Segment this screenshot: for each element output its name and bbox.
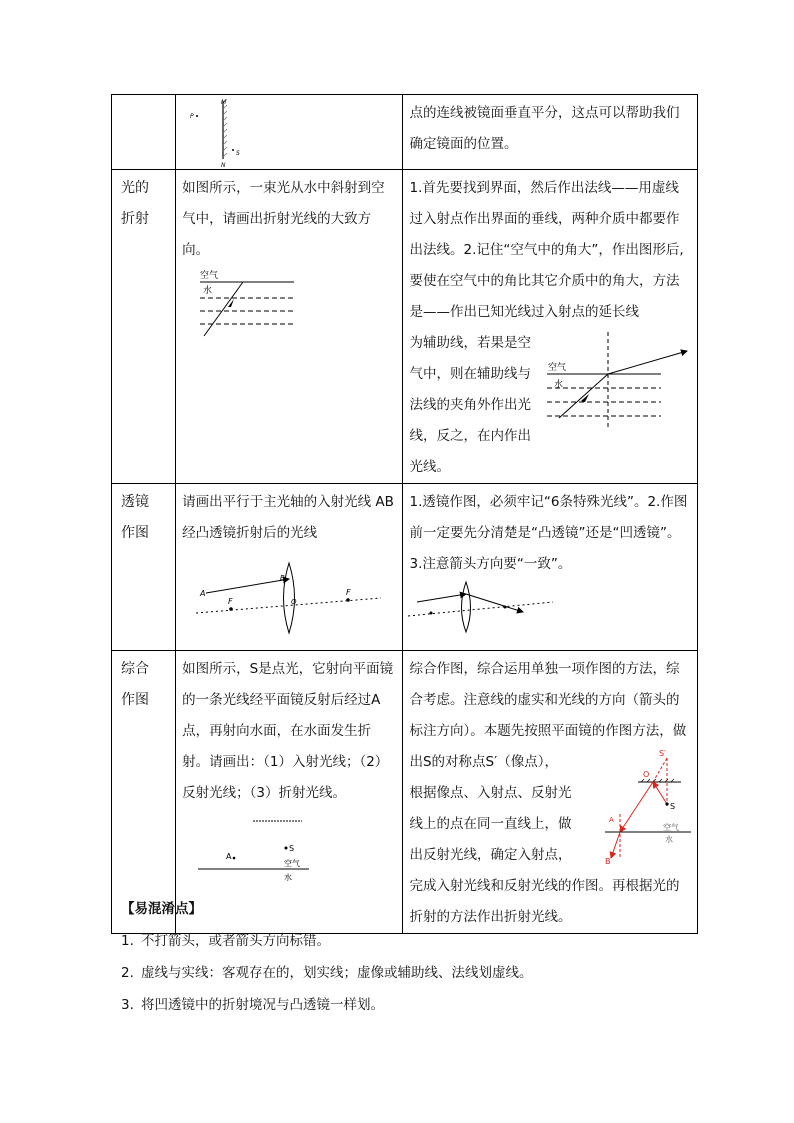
comprehensive-question-figure [176, 815, 403, 895]
label-water: 水 [203, 286, 213, 296]
label-o: O [291, 598, 297, 606]
label-b: B [605, 857, 611, 866]
label-s: S [289, 844, 295, 853]
label-p: P [190, 113, 194, 120]
answer-cell: 综合作图，综合运用单独一项作图的方法，综合考虑。注意线的虚实和光线的方向（箭头的标注方向）。本题先按照平面镜的作图方法，做出S的对称点S′（像点）， S′ O S A 空气 水 B 根据像点、入射点、反射光线上的点在同一直线上，做出反射光线，确定入射点， 完成入射光线和反射光线的作图。再根据光的折射的方法作出折射光线。 [403, 651, 698, 934]
label-f1: F [228, 597, 233, 606]
confusion-points [121, 897, 721, 1021]
answer-cell: 1.透镜作图，必须牢记“6条特殊光线”。2.作图前一定要先分清楚是“凸透镜”还是“凹透镜”。3.注意箭头方向要“一致”。 [403, 484, 698, 651]
label-air: 空气 [548, 363, 567, 373]
category-cell [112, 95, 176, 170]
category-cell: 光的折射 [112, 170, 176, 484]
method-cell [176, 95, 403, 170]
label-s-prime: S′ [659, 749, 666, 758]
label-a: A [226, 852, 232, 861]
label-a: A [609, 816, 614, 824]
label-a: A [200, 589, 206, 598]
label-m: M [221, 99, 227, 106]
label-air: 空气 [200, 271, 219, 281]
category-cell: 透镜作图 [112, 484, 176, 651]
table-row-refraction [112, 170, 698, 484]
comprehensive-answer-figure [583, 748, 691, 866]
method-cell: 如图所示，S是点光，它射向平面镜的一条光线经平面镜反射后经过A点，再射向水面，在水面发生折射。请画出：（1）入射光线；（2）反射光线；（3）折射光线。 S A 空气 水 [176, 651, 403, 934]
list-item: 3. 将凹透镜中的折射境况与凸透镜一样划。 [121, 997, 384, 1013]
label-water: 水 [554, 380, 564, 390]
plane-mirror-figure [176, 95, 403, 169]
answer-cell: 1.首先要找到界面，然后作出法线——用虚线过入射点作出界面的垂线，两种介质中都要作出法线。2.记住“空气中的角大”，作出图形后,要使在空气中的角比其它介质中的角大，方法是——作出已知光线过入射点的延长线 空气 水 为辅助线，若果是空气中，则在辅助线与法线的夹角外作出光线，反之，在内作出光线。 [403, 170, 698, 484]
label-o: O [643, 770, 650, 779]
lens-answer-figure [403, 580, 563, 640]
label-f2: F [346, 588, 351, 597]
label-b: B [280, 574, 285, 582]
notes-heading: 【易混淆点】 [121, 901, 202, 917]
label-air: 空气 [284, 859, 301, 868]
list-item: 1. 不打箭头，或者箭头方向标错。 [121, 933, 330, 949]
method-cell: 请画出平行于主光轴的入射光线 AB 经凸透镜折射后的光线 A B F O F [176, 484, 403, 651]
category-cell: 综合作图 [112, 651, 176, 934]
label-water: 水 [284, 873, 293, 882]
refraction-answer-figure [545, 330, 691, 434]
answer-cell: 点的连线被镜面垂直平分，这点可以帮助我们确定镜面的位置。 [403, 95, 698, 170]
refraction-question-figure [176, 266, 403, 346]
table-row-comprehensive [112, 651, 698, 934]
method-cell: 如图所示，一束光从水中斜射到空气中，请画出折射光线的大致方向。 空气 水 [176, 170, 403, 484]
label-air: 空气 [663, 823, 679, 832]
label-s: S [670, 802, 676, 811]
lens-question-figure [176, 553, 403, 641]
label-s: S [236, 150, 240, 157]
label-water: 水 [665, 835, 673, 844]
drawing-methods-table [111, 94, 698, 934]
list-item: 2. 虚线与实线：客观存在的，划实线；虚像或辅助线、法线划虚线。 [121, 965, 533, 981]
table-row-lens [112, 484, 698, 651]
label-n: N [221, 162, 226, 169]
table-row-plane-mirror [112, 95, 698, 170]
